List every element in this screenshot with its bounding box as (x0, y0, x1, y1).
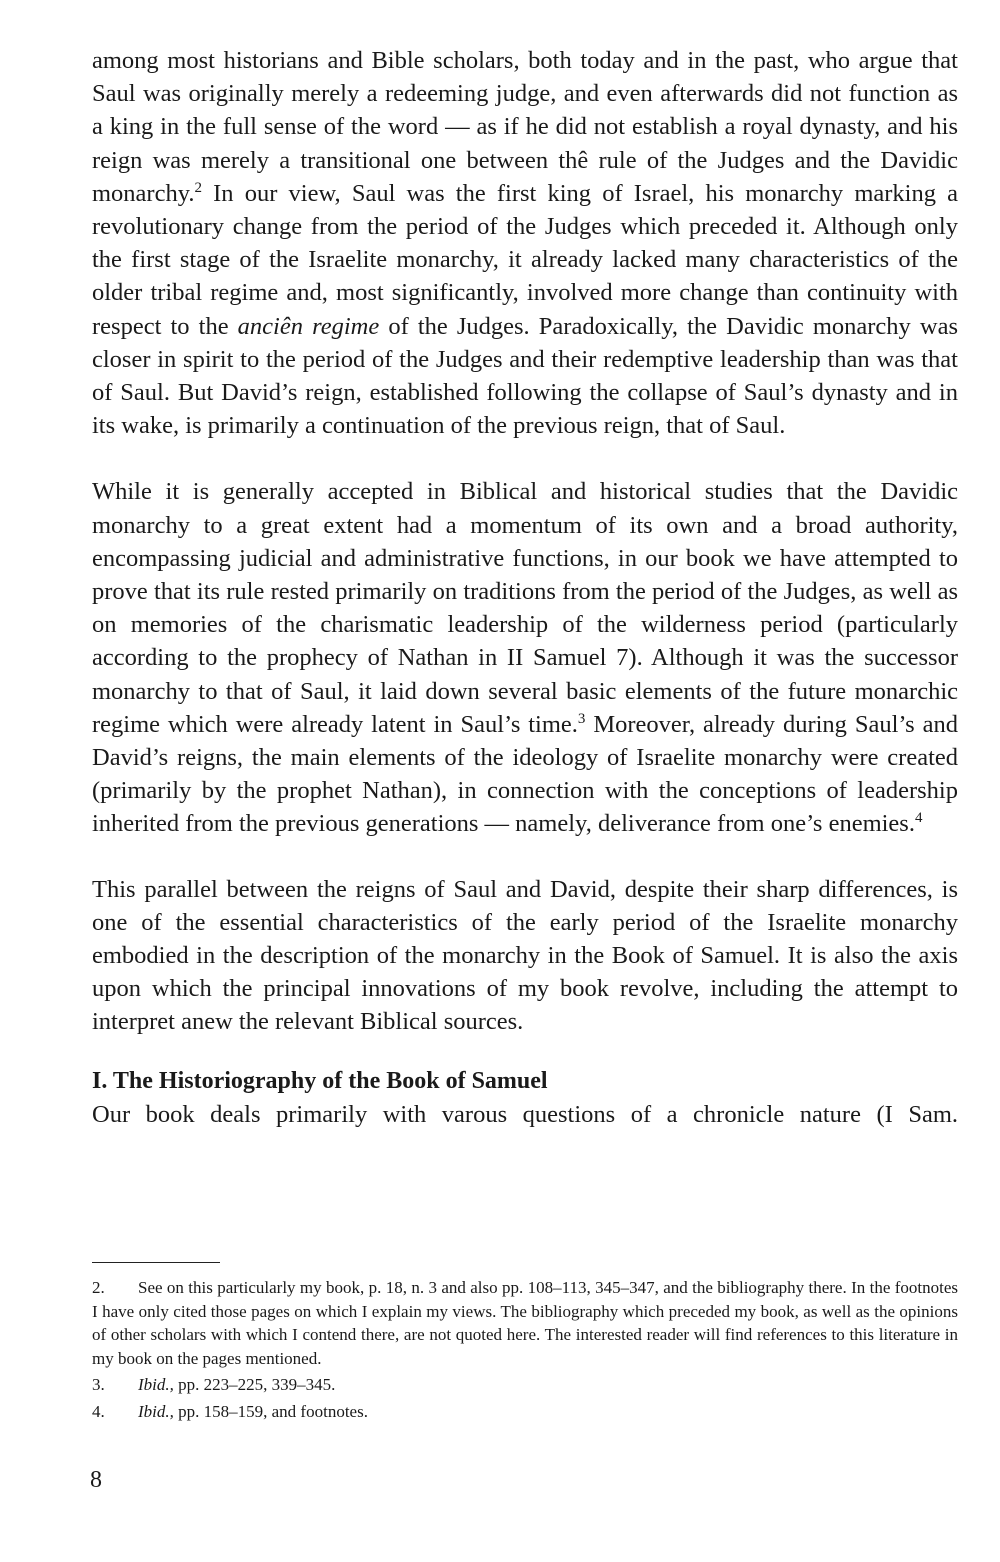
footnote-text: See on this particularly my book, p. 18, n. 3 and also pp. 108–113, 345–347, and the bibliography there. In the footnotes I have only cited those pages on which I explain my views. The bibliography which preceded my book, as well as the opinions of other scholars with which I contend there, are not quoted here. The interested reader will find references to this literature in my book on the pages mentioned. (92, 1278, 958, 1368)
footnote-2 (92, 1276, 958, 1370)
footnote-text: pp. 223–225, 339–345. (173, 1375, 336, 1394)
paragraph-1-text-c: of the Judges. Paradoxically, the Davidic monarchy was closer in spirit to the period of the Judges and their redemptive leadership than was that of Saul. But David’s reign, established following the collapse of Saul’s dynasty and in its wake, is primarily a continuation of the previous reign, that of Saul. (92, 312, 958, 440)
paragraph-2-text-a: While it is generally accepted in Biblical and historical studies that the Davidic monarchy to a great extent had a momentum of its own and a broad authority, encompassing judicial and administrative functions, in our book we have attempted to prove that its rule rested primarily on traditions from the period of the Judges, as well as on memories of the charismatic leadership of the wilderness period (particularly according to the prophecy of Nathan in II Samuel 7). Although it was the successor monarchy to that of Saul, it laid down several basic elements of the future monarchic regime which were already latent in Saul’s time. (92, 478, 958, 738)
footnote-3 (92, 1373, 958, 1397)
paragraph-3: This parallel between the reigns of Saul and David, despite their sharp differences, is one of the essential characteristics of the early period of the Israelite monarchy embodied in the description of the monarchy in the Book of Samuel. It is also the axis upon which the principal innovations of my book revolve, including the attempt to interpret anew the relevant Biblical sources. (92, 875, 958, 1036)
footnote-divider (92, 1262, 220, 1263)
paragraph-2-text-b: Moreover, already during Saul’s and David’s reigns, the main elements of the ideology of Israelite monarchy were created (primarily by the prophet Nathan), in connection with the conceptions of leadership inherited from the previous generations — namely, deliverance from one’s enemies. (92, 710, 958, 838)
paragraph-1 (92, 44, 958, 442)
page-number: 8 (90, 1467, 102, 1493)
footnote-number: 3. (92, 1375, 105, 1394)
footnote-ref-3: 3 (577, 710, 586, 727)
body-text (92, 44, 958, 1131)
footnote-italic: Ibid., (138, 1375, 174, 1394)
footnote-ref-4: 4 (914, 810, 923, 827)
footnote-number: 4. (92, 1401, 105, 1421)
footnote-4 (92, 1400, 958, 1424)
paragraph-1-text-b: In our view, Saul was the first king of Israel, his monarchy marking a revolutionary change from the period of the Judges which preceded it. Although only the first stage of the Israelite monarchy, it already lacked many characteristics of the older tribal regime and, most significantly, involved more change than continuity with respect to the (92, 179, 958, 340)
footnote-text: pp. 158–159, and footnotes. (173, 1401, 368, 1421)
paragraph-2 (92, 475, 958, 840)
section-heading: I. The Historiography of the Book of Samuel (92, 1067, 548, 1094)
paragraph-4: Our book deals primarily with varous questions of a chronicle nature (I Sam. (92, 1100, 958, 1128)
paragraph-1-italic: anciên regime (237, 312, 380, 340)
footnote-italic: Ibid., (138, 1401, 174, 1421)
paragraph-1-text-a: among most historians and Bible scholars, both today and in the past, who argue that Saul was originally merely a redeeming judge, and even afterwards did not function as a king in the full sense of the word — as if he did not establish a royal dynasty, and his reign was merely a transitional one between thê rule of the Judges and the Davidic monarchy. (92, 47, 958, 207)
footnotes (92, 1276, 958, 1426)
footnote-number: 2. (92, 1278, 105, 1297)
footnote-ref-2: 2 (194, 179, 202, 196)
